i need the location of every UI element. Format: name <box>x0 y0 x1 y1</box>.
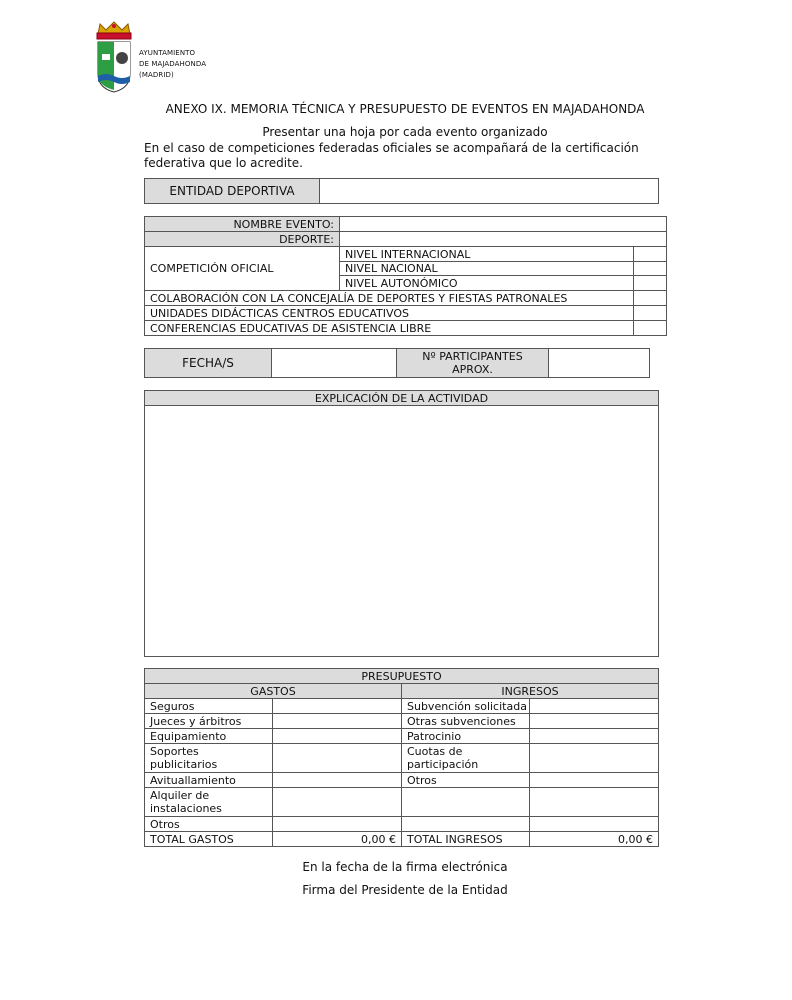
ingreso-amount-input[interactable] <box>530 817 659 832</box>
nivel-internacional-checkbox[interactable] <box>634 247 667 262</box>
certification-note: En el caso de competiciones federadas oficiales se acompañará de la certificación federativa que lo acredite. <box>144 141 639 170</box>
gasto-amount-input[interactable] <box>273 744 402 773</box>
gasto-label: Avituallamiento <box>145 773 273 788</box>
ingresos-header: INGRESOS <box>402 684 659 699</box>
municipal-crest-logo <box>94 20 134 94</box>
firma-presidente-text: Firma del Presidente de la Entidad <box>302 883 508 897</box>
deporte-input[interactable] <box>340 232 667 247</box>
ingreso-amount-input[interactable] <box>530 714 659 729</box>
ingreso-label: Patrocinio <box>402 729 530 744</box>
nivel-label: NIVEL INTERNACIONAL <box>340 247 634 262</box>
otro-tipo-label: UNIDADES DIDÁCTICAS CENTROS EDUCATIVOS <box>145 306 634 321</box>
explicacion-textarea[interactable] <box>145 406 659 657</box>
colaboracion-checkbox[interactable] <box>634 291 667 306</box>
gasto-label: Otros <box>145 817 273 832</box>
conferencias-checkbox[interactable] <box>634 321 667 336</box>
ingreso-label: Cuotas de participación <box>402 744 530 773</box>
ingreso-label: Otras subvenciones <box>402 714 530 729</box>
unidades-didacticas-checkbox[interactable] <box>634 306 667 321</box>
fechas-table <box>144 348 650 378</box>
nombre-evento-input[interactable] <box>340 217 667 232</box>
entidad-input[interactable] <box>320 179 659 204</box>
participantes-input[interactable] <box>549 349 650 378</box>
entidad-label: ENTIDAD DEPORTIVA <box>145 179 320 204</box>
fecha-input[interactable] <box>272 349 397 378</box>
gasto-label: Alquiler de instalaciones <box>145 788 273 817</box>
ingreso-label: Subvención solicitada <box>402 699 530 714</box>
gasto-amount-input[interactable] <box>273 773 402 788</box>
ingreso-amount-input[interactable] <box>530 699 659 714</box>
nombre-evento-label: NOMBRE EVENTO: <box>145 217 340 232</box>
participantes-label: Nº PARTICIPANTES APROX. <box>397 349 549 378</box>
ingreso-amount-input[interactable] <box>530 729 659 744</box>
org-line: AYUNTAMIENTO <box>139 49 196 57</box>
ingreso-amount-input[interactable] <box>530 788 659 817</box>
gasto-amount-input[interactable] <box>273 729 402 744</box>
gasto-amount-input[interactable] <box>273 788 402 817</box>
org-line: (MADRID) <box>139 71 174 79</box>
gasto-amount-input[interactable] <box>273 699 402 714</box>
organization-name <box>139 48 206 81</box>
ingreso-label <box>402 788 530 817</box>
nivel-label: NIVEL AUTONÓMICO <box>340 276 634 291</box>
ingreso-amount-input[interactable] <box>530 744 659 773</box>
deporte-label: DEPORTE: <box>145 232 340 247</box>
fecha-label: FECHA/S <box>145 349 272 378</box>
org-line: DE MAJADAHONDA <box>139 60 207 68</box>
nivel-label: NIVEL NACIONAL <box>340 262 634 276</box>
ingreso-label: Otros <box>402 773 530 788</box>
explicacion-table <box>144 390 659 657</box>
ingreso-amount-input[interactable] <box>530 773 659 788</box>
evento-table <box>144 216 667 336</box>
gastos-header: GASTOS <box>145 684 402 699</box>
ingreso-label <box>402 817 530 832</box>
fecha-firma-text: En la fecha de la firma electrónica <box>302 860 508 874</box>
entidad-table <box>144 178 659 204</box>
presupuesto-table <box>144 668 659 847</box>
nivel-autonomico-checkbox[interactable] <box>634 276 667 291</box>
total-ingresos-value: 0,00 € <box>530 832 659 847</box>
document-subtitle: Presentar una hoja por cada evento organizado <box>262 125 548 139</box>
gasto-label: Equipamiento <box>145 729 273 744</box>
presupuesto-title: PRESUPUESTO <box>145 669 659 684</box>
document-title: ANEXO IX. MEMORIA TÉCNICA Y PRESUPUESTO DE EVENTOS EN MAJADAHONDA <box>165 102 645 116</box>
total-gastos-value: 0,00 € <box>273 832 402 847</box>
competicion-oficial-label: COMPETICIÓN OFICIAL <box>145 247 340 291</box>
gasto-label: Soportes publicitarios <box>145 744 273 773</box>
total-ingresos-label: TOTAL INGRESOS <box>402 832 530 847</box>
otro-tipo-label: CONFERENCIAS EDUCATIVAS DE ASISTENCIA LIBRE <box>145 321 634 336</box>
explicacion-label: EXPLICACIÓN DE LA ACTIVIDAD <box>145 391 659 406</box>
otro-tipo-label: COLABORACIÓN CON LA CONCEJALÍA DE DEPORTES Y FIESTAS PATRONALES <box>145 291 634 306</box>
gasto-label: Seguros <box>145 699 273 714</box>
gasto-amount-input[interactable] <box>273 817 402 832</box>
gasto-label: Jueces y árbitros <box>145 714 273 729</box>
total-gastos-label: TOTAL GASTOS <box>145 832 273 847</box>
gasto-amount-input[interactable] <box>273 714 402 729</box>
nivel-nacional-checkbox[interactable] <box>634 262 667 276</box>
